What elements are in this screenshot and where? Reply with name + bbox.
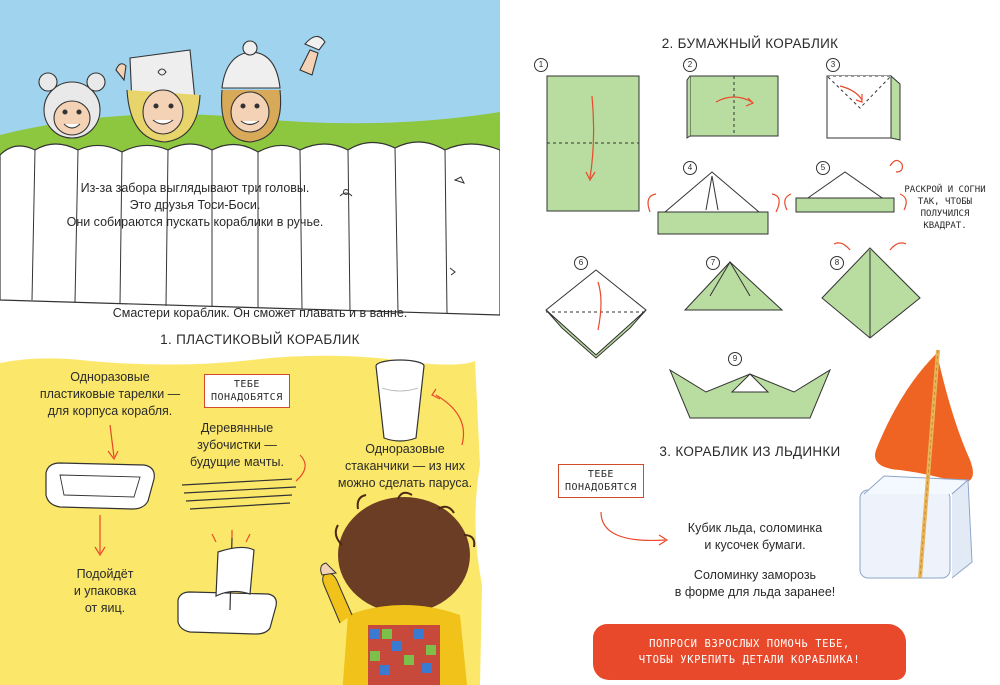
ice-line-1: Кубик льда, соломинка [687,521,823,535]
plates-line-1: Одноразовые [70,370,150,384]
section1-title: 1. ПЛАСТИКОВЫЙ КОРАБЛИК [160,332,360,347]
adult-help-banner [593,624,906,680]
cups-line-2: стаканчики — из них [344,459,466,473]
tip-line-4: КВАДРАТ. [923,221,967,231]
task-text: Смастери кораблик. Он сможет плавать и в ванне. [112,306,408,320]
tray-line-1: Подойдёт [76,567,134,581]
tip-line-3: ПОЛУЧИЛСЯ [920,209,970,219]
step-number-3: 3 [826,58,840,72]
intro-line-2: Это друзья Тоси-Боси. [129,198,261,212]
plates-line-2: пластиковые тарелки — [39,387,181,401]
fence-scene [0,0,500,330]
step-number-8: 8 [830,256,844,270]
freeze-line-1: Соломинку заморозь [693,568,817,582]
ice-boat-illustration [860,350,990,590]
tip-line-2: ТАК, ЧТОБЫ [917,197,973,207]
banner-line-1: ПОПРОСИ ВЗРОСЛЫХ ПОМОЧЬ ТЕБЕ, [649,638,850,650]
toothpicks-line-1: Деревянные [200,421,274,435]
freeze-line-2: в форме для льда заранее! [674,585,836,599]
step-number-2: 2 [683,58,697,72]
toothpicks-line-3: будущие мачты. [190,455,284,469]
step-number-5: 5 [816,161,830,175]
step-number-9: 9 [728,352,742,366]
needed-tag-line2: ПОНАДОБЯТСЯ [211,392,283,403]
tray-line-2: и упаковка [73,584,137,598]
step-number-4: 4 [683,161,697,175]
section2-title: 2. БУМАЖНЫЙ КОРАБЛИК [661,36,839,51]
banner-line-2: ЧТОБЫ УКРЕПИТЬ ДЕТАЛИ КОРАБЛИКА! [638,654,861,666]
intro-line-1: Из-за забора выглядывают три головы. [80,181,310,195]
cups-line-3: можно сделать паруса. [337,476,473,490]
step-number-6: 6 [574,256,588,270]
ice-line-2: и кусочек бумаги. [704,538,806,552]
freeze-text [670,567,840,601]
intro-text [30,180,360,231]
toothpicks-line-2: зубочистки — [197,438,277,452]
plates-line-3: для корпуса корабля. [47,404,173,418]
ice-text [670,520,840,554]
cups-line-1: Одноразовые [365,442,445,456]
child-illustration [318,495,478,685]
step-number-1: 1 [534,58,548,72]
needed-tag-line1: ТЕБЕ [233,379,260,390]
tip-line-1: РАСКРОЙ И СОГНИ [904,185,986,195]
ice-needed-tag-line1: ТЕБЕ [587,469,614,480]
ice-needed-tag-line2: ПОНАДОБЯТСЯ [565,482,637,493]
intro-line-3: Они собираются пускать кораблики в ручье. [66,215,324,229]
section3-title: 3. КОРАБЛИК ИЗ ЛЬДИНКИ [659,444,841,459]
step-number-7: 7 [706,256,720,270]
tray-line-3: от яиц. [84,601,126,615]
right-page [500,0,1000,685]
tip-text [900,184,990,232]
ice-needed-tag [558,464,644,498]
